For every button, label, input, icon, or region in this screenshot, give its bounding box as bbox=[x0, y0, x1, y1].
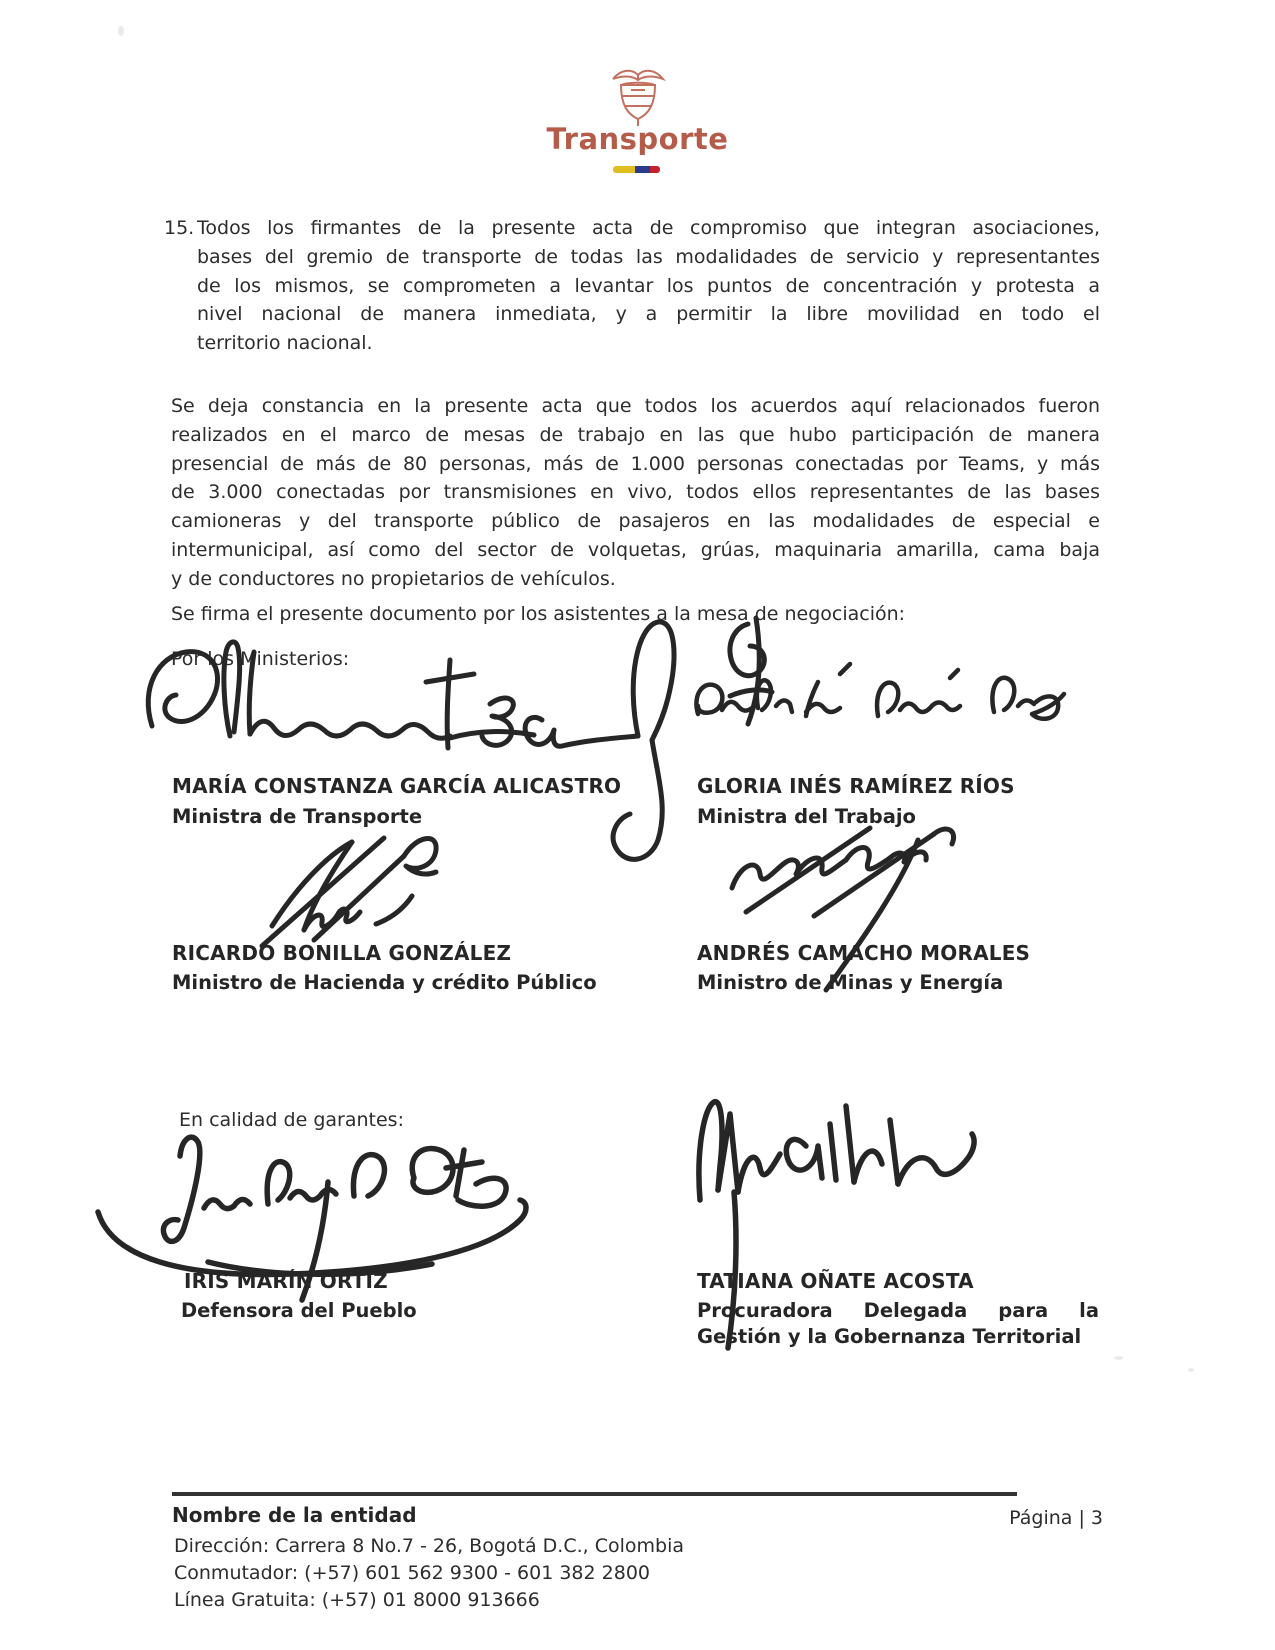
colombia-flag-bar bbox=[613, 166, 660, 173]
signatory-title: Defensora del Pueblo bbox=[181, 1299, 417, 1322]
signing-statement: Se firma el presente documento por los asistentes a la mesa de negociación: bbox=[171, 603, 906, 625]
footer-address: Dirección: Carrera 8 No.7 - 26, Bogotá D.C., Colombia bbox=[174, 1535, 685, 1557]
signature-ricardo-bonilla bbox=[256, 826, 471, 951]
page-number: Página | 3 bbox=[1009, 1507, 1103, 1529]
signature-gloria-ramirez bbox=[688, 652, 1068, 752]
scan-speck bbox=[1114, 1356, 1123, 1360]
constancia-paragraph bbox=[171, 392, 1100, 594]
signatory-title: Ministra de Transporte bbox=[172, 805, 423, 828]
paragraph-line: Todos los firmantes de la presente acta de compromiso que integran asociaciones, bbox=[197, 217, 1100, 239]
signatory-title: Ministro de Minas y Energía bbox=[697, 971, 1004, 994]
flag-yellow-segment bbox=[613, 166, 635, 173]
signatory-name: ANDRÉS CAMACHO MORALES bbox=[697, 941, 1031, 965]
footer-rule bbox=[172, 1492, 1017, 1496]
paragraph-line: de los mismos, se comprometen a levantar los puntos de concentración y protesta a bbox=[197, 274, 1100, 297]
list-item-15 bbox=[197, 214, 1100, 358]
paragraph-line: nivel nacional de manera inmediata, y a permitir la libre movilidad en todo el bbox=[197, 303, 1100, 326]
signatory-title: Ministra del Trabajo bbox=[697, 805, 916, 828]
signatory-name: MARÍA CONSTANZA GARCÍA ALICASTRO bbox=[172, 774, 622, 798]
paragraph-line: de 3.000 conectadas por transmisiones en vivo, todos ellos representantes de las bases bbox=[171, 481, 1100, 504]
paragraph-line: camioneras y del transporte público de pasajeros en las modalidades de especial e bbox=[171, 510, 1100, 533]
signatory-title: Ministro de Hacienda y crédito Público bbox=[172, 971, 597, 994]
signatory-title: Procuradora Delegada para la bbox=[697, 1299, 1099, 1322]
signatory-name: TATIANA OÑATE ACOSTA bbox=[697, 1269, 974, 1293]
signatory-name: IRIS MARÍN ORTIZ bbox=[184, 1269, 388, 1293]
guarantors-label: En calidad de garantes: bbox=[179, 1109, 404, 1131]
paragraph-line: bases del gremio de transporte de todas las modalidades de servicio y representantes bbox=[197, 245, 1100, 268]
ministries-label: Por los Ministerios: bbox=[171, 648, 350, 670]
signatory-name: GLORIA INÉS RAMÍREZ RÍOS bbox=[697, 774, 1015, 798]
flag-red-segment bbox=[650, 166, 660, 173]
paragraph-line: presencial de más de 80 personas, más de 1.000 personas conectadas por Teams, y más bbox=[171, 452, 1100, 475]
paragraph-line: intermunicipal, así como del sector de volquetas, grúas, maquinaria amarilla, cama baja bbox=[171, 538, 1100, 561]
brand-title: Transporte bbox=[546, 122, 729, 156]
scan-speck bbox=[118, 26, 124, 36]
footer-switchboard: Conmutador: (+57) 601 562 9300 - 601 382 2800 bbox=[174, 1562, 651, 1584]
paragraph-line: y de conductores no propietarios de vehículos. bbox=[171, 567, 616, 590]
footer-tollfree: Línea Gratuita: (+57) 01 8000 913666 bbox=[174, 1589, 540, 1611]
paragraph-line: Se deja constancia en la presente acta que todos los acuerdos aquí relacionados fueron bbox=[171, 395, 1100, 417]
paragraph-line: realizados en el marco de mesas de trabajo en las que hubo participación de manera bbox=[171, 423, 1100, 446]
signatory-name: RICARDO BONILLA GONZÁLEZ bbox=[172, 941, 512, 965]
coat-of-arms-icon bbox=[609, 66, 667, 126]
footer-entity-name: Nombre de la entidad bbox=[172, 1503, 417, 1527]
signatory-title: Gestión y la Gobernanza Territorial bbox=[697, 1325, 1082, 1348]
flag-blue-segment bbox=[635, 166, 650, 173]
list-item-number: 15. bbox=[164, 217, 195, 239]
scan-speck bbox=[1188, 1368, 1194, 1372]
paragraph-line: territorio nacional. bbox=[197, 332, 373, 355]
